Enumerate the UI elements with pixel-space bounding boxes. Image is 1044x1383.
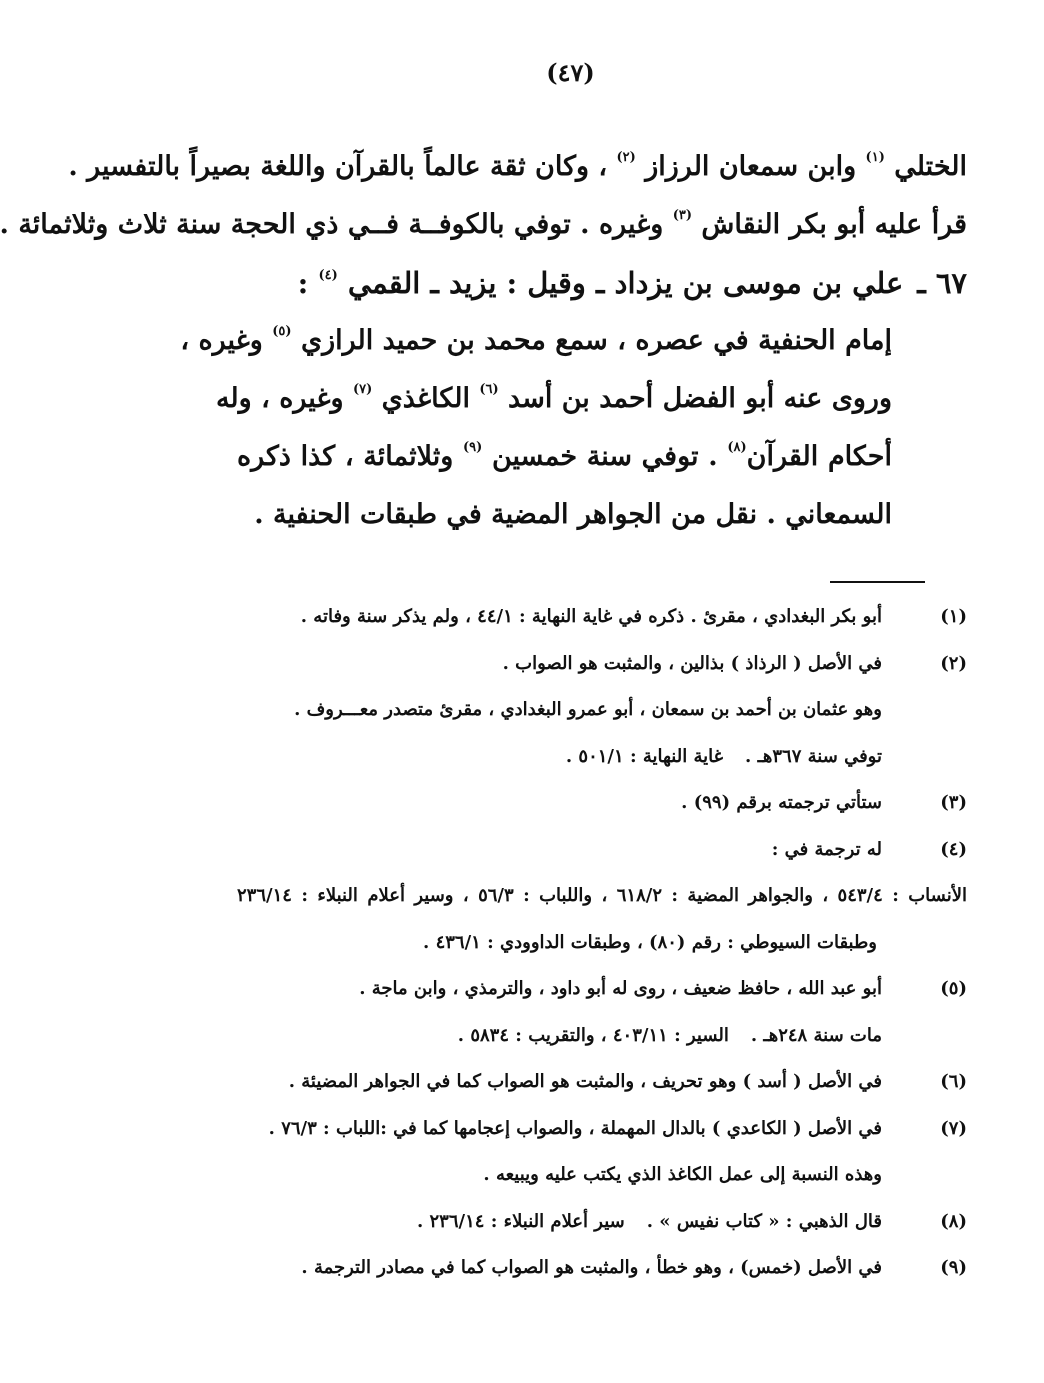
footnote-ref-2: (٢) bbox=[616, 150, 636, 165]
footnote-ref-4: (٤) bbox=[318, 268, 338, 283]
text-line-1: الختلي $^{(١)}$ وابن سمعان الرزاز $^{(٢)}$ ، وكان ثقة عالماً بالقرآن واللغة بصيراً بالتفسير . bbox=[68, 150, 967, 182]
footnote-text: ستأتي ترجمته برقم (٩٩) . bbox=[681, 792, 882, 813]
footnote-ref-6: (٦) bbox=[479, 382, 499, 397]
footnote-number: (٩) bbox=[940, 1257, 967, 1278]
footnote-2-cont-2 bbox=[237, 734, 967, 781]
footnote-text: أبو عبد الله ، حافظ ضعيف ، روى له أبو داود ، والترمذي ، وابن ماجة . bbox=[359, 978, 882, 999]
footnote-ref-7: (٧) bbox=[352, 382, 373, 397]
footnote-ref-8: (٨) bbox=[727, 440, 747, 455]
footnote-4-cont-1 bbox=[237, 873, 967, 920]
footnote-text: له ترجمة في : bbox=[771, 838, 882, 860]
text-line-2: قرأ عليه أبو بكر النقاش $^{(٣)}$ وغيره . توفي بالكوفــة فــي ذي الحجة سنة ثلاث وثلاثمائة . bbox=[0, 208, 967, 240]
footnote-7 bbox=[237, 1106, 967, 1153]
footnote-text: في الأصل ( الكاعدي ) بالدال المهملة ، والصواب إعجامها كما في :اللباب : ٧٦/٣ . bbox=[268, 1117, 882, 1139]
footnote-6 bbox=[237, 1059, 967, 1106]
footnote-number: (٢) bbox=[940, 652, 967, 674]
page-number: (٤٧) bbox=[546, 58, 595, 87]
footnote-ref-5: (٥) bbox=[272, 324, 292, 339]
footnote-number: (٧) bbox=[940, 1117, 967, 1139]
footnote-text: في الأصل ( أسد ) وهو تحريف ، والمثبت هو الصواب كما في الجواهر المضيئة . bbox=[288, 1071, 882, 1092]
footnote-8 bbox=[237, 1199, 967, 1246]
footnote-1 bbox=[237, 594, 967, 641]
footnote-text: وطبقات السيوطي : رقم (٨٠) ، وطبقات الداوودي : ٤٣٦/١ . bbox=[423, 931, 877, 953]
entry-heading: ٦٧ ـعلي بن موسى بن يزداد ـ وقيل : يزيد ـ القمي $^{(٤)}$ : bbox=[237, 254, 967, 312]
footnote-2 bbox=[237, 641, 967, 688]
footnotes bbox=[237, 594, 967, 1292]
footnote-number: (٤) bbox=[940, 838, 967, 860]
footnote-text: قال الذهبي : « كتاب نفيس » . bbox=[646, 1210, 882, 1232]
main-text bbox=[0, 138, 967, 544]
footnote-number: (٥) bbox=[940, 978, 967, 999]
footnote-source: غاية النهاية : ٥٠١/١ . bbox=[565, 745, 724, 767]
footnote-7-cont-1 bbox=[237, 1152, 967, 1199]
text-line-7: السمعاني . نقل من الجواهر المضية في طبقات الحنفية . bbox=[254, 499, 892, 530]
footnote-text: في الأصل ( الرذاذ ) بذالين ، والمثبت هو الصواب . bbox=[502, 652, 882, 674]
footnote-text: توفي سنة ٣٦٧هـ . bbox=[745, 745, 882, 767]
footnote-separator bbox=[830, 581, 925, 583]
footnote-text: وهو عثمان بن أحمد بن سمعان ، أبو عمرو البغدادي ، مقرئ متصدر معـــروف . bbox=[294, 699, 882, 720]
footnote-number: (٦) bbox=[940, 1071, 967, 1092]
footnote-text: مات سنة ٢٤٨هـ . bbox=[750, 1024, 882, 1046]
footnote-number: (٣) bbox=[940, 792, 967, 813]
footnote-4 bbox=[237, 827, 967, 874]
text-line-4: إمام الحنفية في عصره ، سمع محمد بن حميد الرازي $^{(٥)}$ وغيره ، bbox=[180, 324, 892, 356]
footnote-9 bbox=[237, 1245, 967, 1292]
footnote-number: (٨) bbox=[940, 1210, 967, 1232]
footnote-text: وهذه النسبة إلى عمل الكاغذ الذي يكتب عليه ويبيعه . bbox=[483, 1164, 882, 1185]
footnote-ref-9: (٩) bbox=[462, 440, 483, 455]
footnote-3 bbox=[237, 780, 967, 827]
footnote-2-cont-1 bbox=[237, 687, 967, 734]
footnote-ref-1: (١) bbox=[865, 150, 885, 165]
footnote-source: سير أعلام النبلاء : ٢٣٦/١٤ . bbox=[416, 1210, 625, 1232]
footnote-4-cont-2 bbox=[237, 920, 967, 967]
footnote-source: السير : ٤٠٣/١١ ، والتقريب : ٥٨٣٤ . bbox=[457, 1024, 729, 1046]
footnote-text: في الأصل (خمس) ، وهو خطأ ، والمثبت هو الصواب كما في مصادر الترجمة . bbox=[301, 1257, 882, 1278]
footnote-text: أبو بكر البغدادي ، مقرئ . ذكره في غاية النهاية : ٤٤/١ ، ولم يذكر سنة وفاته . bbox=[300, 606, 882, 627]
footnote-number: (١) bbox=[940, 606, 967, 627]
footnote-text: الأنساب : ٥٤٣/٤ ، والجواهر المضية : ٦١٨/٢ ، واللباب : ٥٦/٣ ، وسير أعلام النبلاء : ٢٣٦/١٤ bbox=[237, 885, 968, 906]
text-line-5: وروى عنه أبو الفضل أحمد بن أسد $^{(٦)}$ الكاغذي $^{(٧)}$ وغيره ، وله bbox=[215, 382, 892, 414]
footnote-5 bbox=[237, 966, 967, 1013]
entry-number: ٦٧ ـ bbox=[917, 266, 967, 300]
text-line-6: أحكام القرآن$^{(٨)}$ . توفي سنة خمسين $^{(٩)}$ وثلاثمائة ، كذا ذكره bbox=[237, 440, 892, 472]
footnote-ref-3: (٣) bbox=[672, 208, 693, 223]
footnote-5-cont-1 bbox=[237, 1013, 967, 1060]
